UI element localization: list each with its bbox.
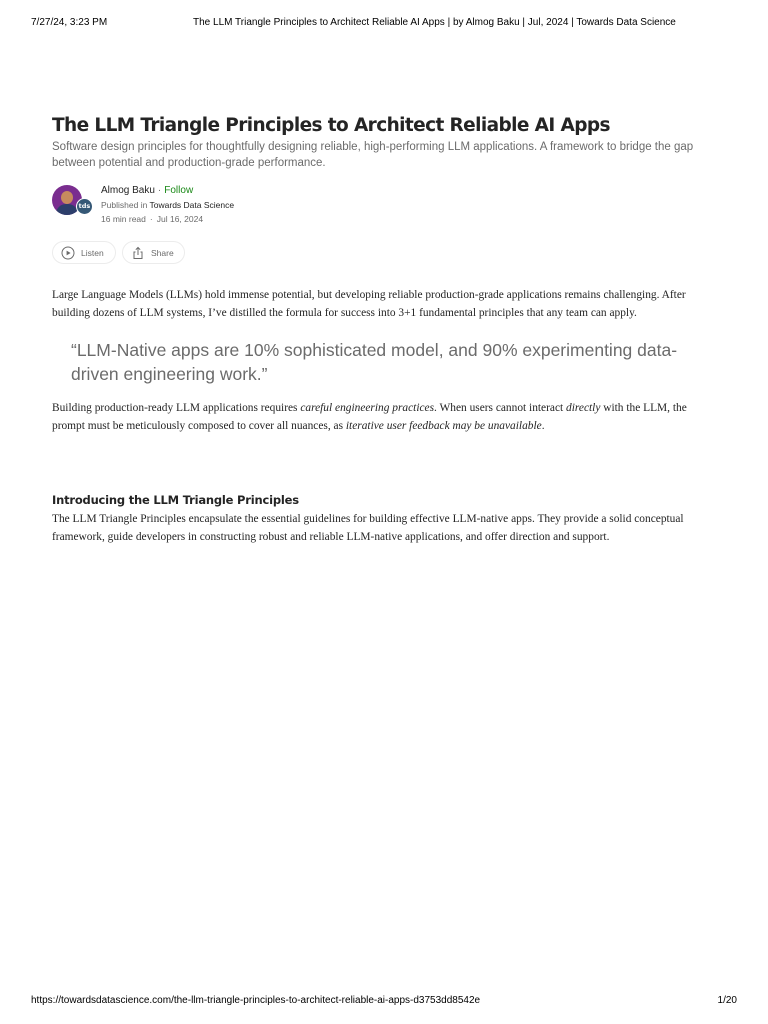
pull-quote: “LLM-Native apps are 10% sophisticated model, and 90% experimenting data-driven engineering work.”	[71, 340, 678, 384]
print-datetime: 7/27/24, 3:23 PM	[31, 17, 108, 28]
paragraph-principles: The LLM Triangle Principles encapsulate the essential guidelines for building effective LLM-native apps. They provide a solid conceptual framework, guide developers in constructing robust and reliable LLM-native applications, and offer direction and support.	[52, 513, 684, 543]
meta-separator: ·	[149, 214, 153, 224]
read-time: 16 min read	[101, 214, 146, 224]
follow-button[interactable]: Follow	[164, 185, 194, 196]
author-meta	[101, 185, 234, 225]
play-icon	[61, 246, 75, 260]
print-header	[31, 17, 737, 31]
publication-link[interactable]: Towards Data Science	[149, 200, 235, 210]
published-in-label: Published in	[101, 200, 148, 210]
article-title: The LLM Triangle Principles to Architect Reliable AI Apps	[52, 115, 610, 136]
publication-badge[interactable]: tds	[76, 198, 93, 215]
share-icon	[131, 246, 145, 260]
publish-date: Jul 16, 2024	[156, 214, 204, 224]
page-indicator: 1/20	[717, 995, 737, 1006]
paragraph-engineering: Building production-ready LLM applications requires careful engineering practices. When users cannot interact directly with the LLM, the prompt must be meticulously composed to cover all nuances, as iterative user feedback may be unavailable.	[52, 402, 687, 432]
author-separator: ·	[157, 185, 162, 196]
listen-label: Listen	[81, 247, 104, 258]
paragraph-intro: Large Language Models (LLMs) hold immense potential, but developing reliable production-grade applications remains challenging. After building dozens of LLM systems, I’ve distilled the formula for success into 3+1 fundamental principles that any team can apply.	[52, 289, 686, 319]
article	[52, 114, 718, 546]
author-name[interactable]: Almog Baku	[101, 185, 155, 196]
share-button[interactable]	[122, 241, 185, 264]
print-footer	[31, 995, 737, 1009]
print-url[interactable]: https://towardsdatascience.com/the-llm-triangle-principles-to-architect-reliable-ai-apps-d3753dd8542e	[31, 995, 481, 1006]
listen-button[interactable]	[52, 241, 116, 264]
article-actions	[52, 241, 718, 265]
print-page-title: The LLM Triangle Principles to Architect Reliable AI Apps | by Almog Baku | Jul, 2024 | Towards Data Science	[193, 17, 676, 28]
section-heading: Introducing the LLM Triangle Principles	[52, 493, 299, 507]
author-block	[52, 185, 718, 231]
article-subtitle: Software design principles for thoughtfully designing reliable, high-performing LLM applications. A framework to bridge the gap between potential and production-grade performance.	[52, 141, 694, 169]
share-label: Share	[151, 247, 174, 258]
